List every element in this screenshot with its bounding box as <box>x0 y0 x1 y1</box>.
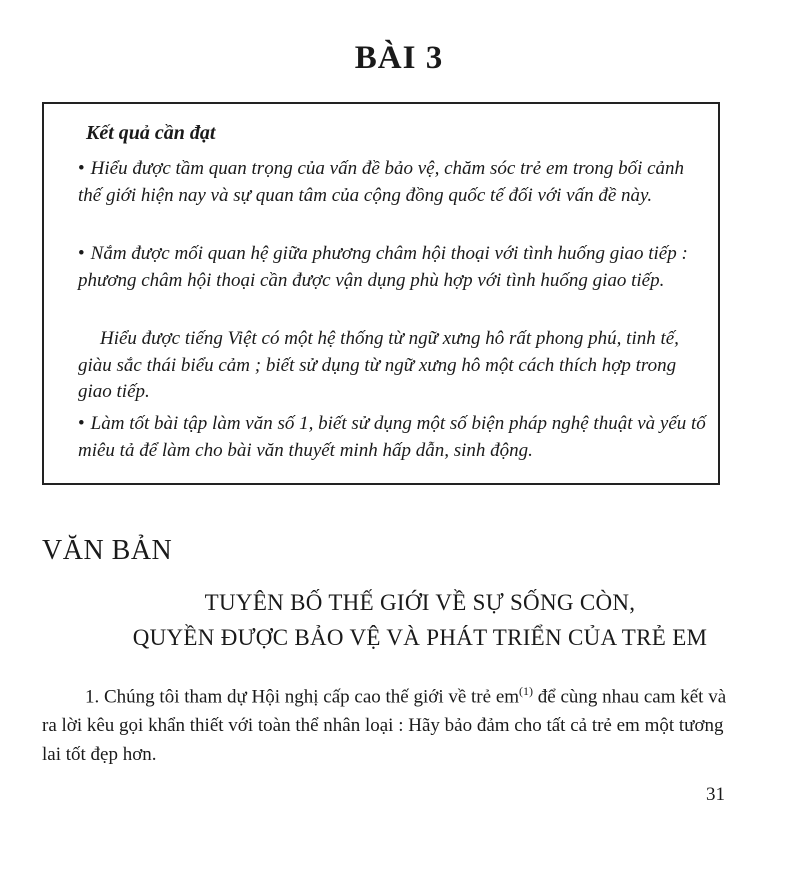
paragraph-text-start: 1. Chúng tôi tham dự Hội nghị cấp cao thế giới về trẻ em <box>85 686 520 708</box>
page-number: 31 <box>706 784 725 805</box>
objective-text-1: Hiểu được tầm quan trọng của vấn đề bảo vệ, chăm sóc trẻ em trong bối cảnh thế giới hiện nay và sự quan tâm của cộng đồng quốc tế đối với vấn đề này. <box>78 158 685 206</box>
text-title-line-2: QUYỀN ĐƯỢC BẢO VỆ VÀ PHÁT TRIỂN CỦA TRẺ EM <box>132 625 708 650</box>
objective-item-1 <box>78 156 708 209</box>
body-paragraph-1 <box>42 677 732 769</box>
footnote-reference: (1) <box>519 684 534 698</box>
bullet-icon: • <box>78 413 85 434</box>
objectives-heading: Kết quả cần đạt <box>86 122 216 144</box>
objective-item-2 <box>78 241 708 294</box>
lesson-title: BÀI 3 <box>354 40 444 76</box>
bullet-icon: • <box>78 158 85 179</box>
objective-item-4 <box>78 411 708 464</box>
objective-item-3 <box>78 326 708 406</box>
objective-text-2: Nắm được mối quan hệ giữa phương châm hội thoại với tình huống giao tiếp : phương châm hội thoại cần được vận dụng phù hợp với tình huống giao tiếp. <box>78 243 688 291</box>
objectives-box <box>42 102 720 485</box>
objective-text-4: Làm tốt bài tập làm văn số 1, biết sử dụng một số biện pháp nghệ thuật và yếu tố miêu tả để làm cho bài văn thuyết minh hấp dẫn, sinh động. <box>78 413 706 461</box>
bullet-icon: • <box>78 243 85 264</box>
text-title-line-1: TUYÊN BỐ THẾ GIỚI VỀ SỰ SỐNG CÒN, <box>204 590 636 615</box>
section-heading: VĂN BẢN <box>42 535 173 566</box>
paragraph-text-end: để cùng nhau cam kết và ra lời kêu gọi khẩn thiết với toàn thể nhân loại : Hãy bảo đảm cho tất cả trẻ em một tương lai tốt đẹp hơn. <box>42 686 727 766</box>
objective-text-3: Hiểu được tiếng Việt có một hệ thống từ ngữ xưng hô rất phong phú, tinh tế, giàu sắc thái biểu cảm ; biết sử dụng từ ngữ xưng hô một cách thích hợp trong giao tiếp. <box>78 328 679 402</box>
